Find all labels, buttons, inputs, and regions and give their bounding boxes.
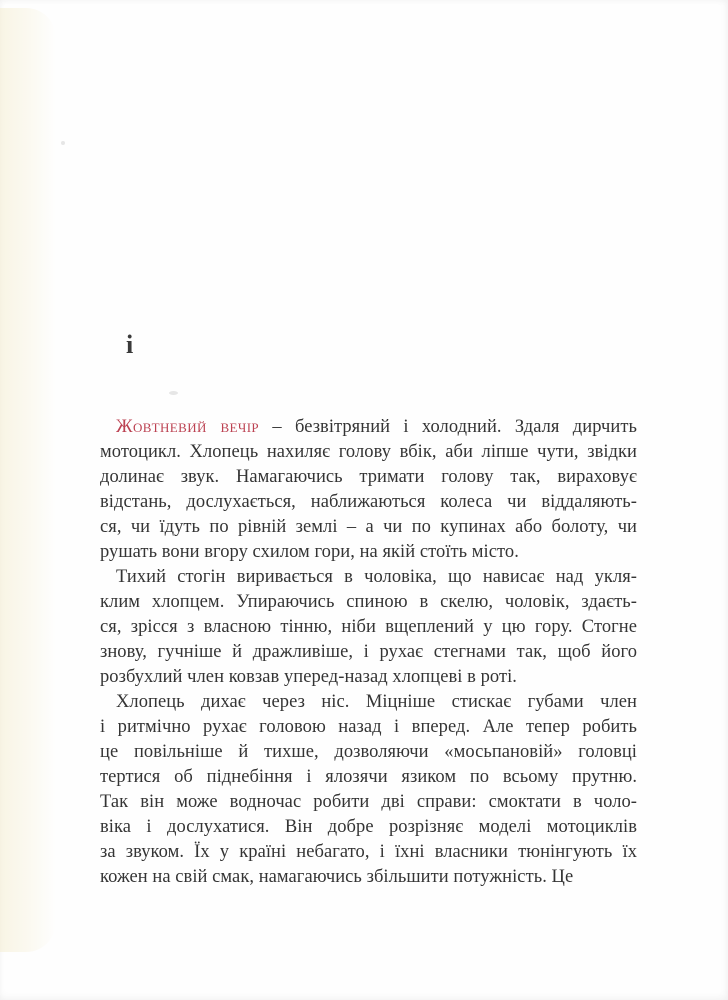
text-line: рушать вони вгору схилом гори, на якій стоїть місто. [100,542,519,562]
text-line: кожен на свій смак, намагаючись збільшити потужність. Це [100,867,574,887]
text-line: знову, гучніше й дражливіше, і рухає стегнами так, щоб його [100,642,637,662]
text-line: ся, зрісся з власною тінню, ніби вщеплений у цю гору. Стогне [100,617,637,637]
text-line: Тихий стогін виривається в чоловіка, що нависає над укля- [116,567,637,587]
text-line: віка і дослухатися. Він добре розрізняє моделі мотоциклів [100,817,637,837]
chapter-lede: Жовтневий вечір [116,417,260,437]
text-line: за звуком. Їх у країні небагато, і їхні власники тюнінгують їх [100,842,637,862]
paragraph [100,565,637,690]
text-line: мотоцикл. Хлопець нахиляє голову вбік, аби ліпше чути, звідки [100,442,637,462]
text-line: і ритмічно рухає головою назад і вперед. Але тепер робить [100,717,637,737]
chapter-number: і [126,330,134,359]
text-line: тертися об піднебіння і ялозячи язиком по всьому прутню. [100,767,637,787]
text-line: Хлопець дихає через ніс. Міцніше стискає губами член [116,692,637,712]
text-line: розбухлий член ковзав уперед-назад хлопцеві в роті. [100,667,517,687]
text-line: Так він може водночас робити дві справи: смоктати в чоло- [100,792,637,812]
text-line: це повільніше й тихше, дозволяючи «мосьпановій» головці [100,742,637,762]
text-line: Жовтневий вечір – безвітряний і холодний. Здаля дирчить [116,417,637,437]
text-line: долинає звук. Намагаючись тримати голову так, вираховує [100,467,637,487]
page-edge-shading [0,8,56,952]
scan-speck [61,141,65,145]
paragraph [100,415,637,565]
text-line: відстань, дослухається, наближаються колеса чи віддаляють- [100,492,637,512]
text-line: ся, чи їдуть по рівній землі – а чи по купинах або болоту, чи [100,517,637,537]
text-block [100,415,637,890]
text-line: клим хлопцем. Упираючись спиною в скелю, чоловік, здаєть- [100,592,637,612]
scan-speck [169,391,178,395]
paragraph [100,690,637,890]
